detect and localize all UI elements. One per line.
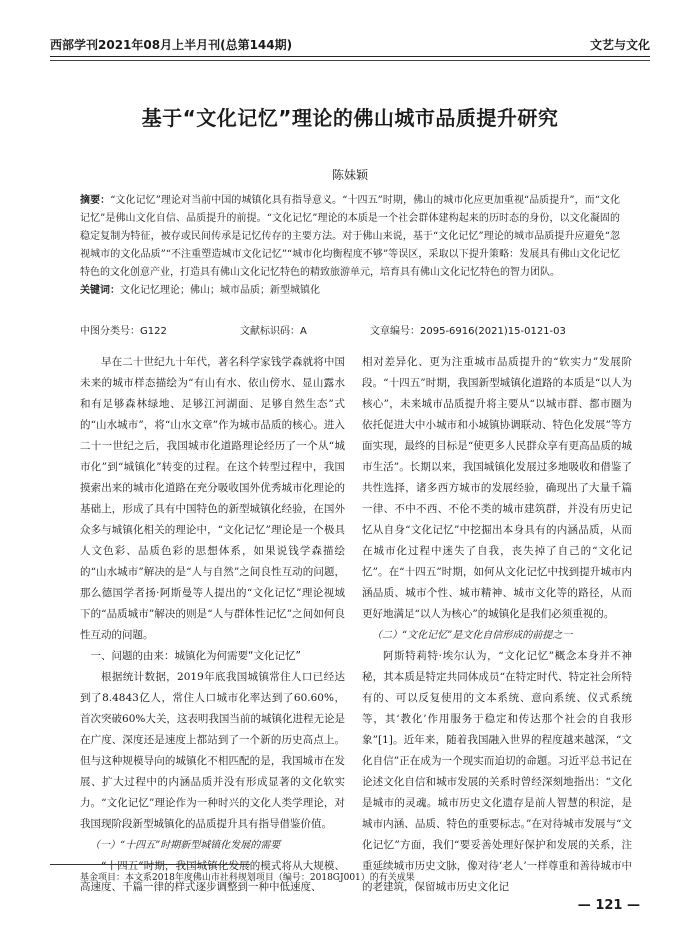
section-label: 文艺与文化 — [589, 38, 650, 52]
footnote-rule — [50, 864, 250, 865]
page-number: — 121 — — [577, 898, 640, 913]
paragraph: 阿斯特莉特·埃尔认为，“文化记忆”概念本身并不神秘，其本质是特定共同体成员“在特定时代、特定社会所特有的、可以反复使用的文本系统、意向系统、仪式系统等，其‘教化’作用服务于稳定和传达那个社会的自我形象”[1]。近年来，随着我国融入世界的程度越来越深，“文化自信”正在成为一个现实而迫切的命题。习近平总书记在论述文化自信和城市发展的关系时曾经深刻地指出：“文化是城市的灵魂。城市历史文化遗存是前人智慧的积淀，是城市内涵、品质、特色的重要标志。”在对待城市发展与“文化记忆”方面，我们“要妥善处理好保护和发展的关系，注重延续城市历史文脉，像对待‘老人’一样尊重和善待城市中的老建筑，保留城市历史文化记 — [362, 650, 632, 893]
journal-issue-label: 西部学刊2021年08月上半月刊(总第144期) — [50, 38, 293, 52]
section-heading: 一、问题的由来：城镇化为何需要“文化记忆” — [90, 650, 301, 662]
paragraph: 早在二十世纪九十年代，著名科学家钱学森就将中国未来的城市样态描绘为“有山有水、依山傍水、显山露水和有足够森林绿地、足够江河湖面、足够自然生态”式的“山水城市”，将“山水文章”作为城市品质的核心。进入二十一世纪之后，我国城市化道路理论经历了一个从“城市化”到“城镇化”转变的过程。在这个转型过程中，我国摸索出来的城市化道路在充分吸收国外优秀城市化理论的基础上，形成了具有中国特色的新型城镇化经验，在国外众多与城镇化相关的理论中，“文化记忆”理论是一个极具人文色彩、品质色彩的思想体系，如果说钱学森描绘的“山水城市”解决的是“人与自然”之间良性互动的问题，那么德国学者扬·阿斯曼等人提出的“文化记忆”理论视域下的“品质城市”解决的则是“人与群体性记忆”之间如何良性互动的问题。 — [80, 356, 345, 641]
abstract-text: “文化记忆”理论对当前中国的城镇化具有指导意义。“十四五”时期，佛山的城市化应更加重视“品质提升”，而“文化记忆”是佛山文化自信、品质提升的前提。“文化记忆”理论的本质是一个社会群体建构起来的历时态的身份，以文化凝固的稳定复制为特征，被存或民间传承是记忆传存的主要方法。对于佛山来说，基于“文化记忆”理论的城市品质提升应避免“忽视城市的文化品质”“不注重塑造城市文化记忆”“城市化均衡程度不够”等误区，采取以下提升策略：发展具有佛山文化记忆特色的文化创意产业，打造具有佛山文化记忆特色的精致旅游单元，培育具有佛山文化记忆特色的智力团队。 — [80, 195, 620, 278]
subsection-heading: （一）“十四五”时期新型城镇化发展的需要 — [90, 840, 281, 851]
funding-footnote: 基金项目：本文系2018年度佛山市社科规划项目（编号：2018GJ001）的有关成果 — [80, 873, 415, 883]
clc-number: 中图分类号：G122 — [80, 326, 167, 337]
subsection-heading: （二）“文化记忆”是文化自信形成的前提之一 — [372, 630, 573, 641]
left-column — [80, 352, 345, 898]
keywords-label: 关键词： — [80, 285, 120, 296]
article-title: 基于“文化记忆”理论的佛山城市品质提升研究 — [141, 106, 559, 130]
keywords — [80, 282, 620, 300]
abstract-label: 摘要： — [80, 195, 111, 206]
keywords-text: 文化记忆理论；佛山；城市品质；新型城镇化 — [120, 285, 320, 296]
paragraph: “十四五”时期，我国城镇化发展的模式将从大规模、高速度、千篇一律的样式逐步调整到一种中低速度、 — [80, 860, 345, 893]
header-rule-thick — [50, 56, 650, 57]
paragraph: 相对差异化、更为注重城市品质提升的“软实力”发展阶段。“十四五”时期，我国新型城镇化道路的本质是“以人为核心”，未来城市品质提升将主要从“以城市群、都市圈为依托促进大中小城市和小城镇协调联动、特色化发展”等方面实现，最终的目标是“使更多人民群众享有更高品质的城市生活”。长期以来，我国城镇化发展过多地吸收和借鉴了共性选择，诸多西方城市的发展经验，确现出了大量千篇一律、不中不西、不伦不类的城市建筑群，并没有历史记忆从自身“文化记忆”中挖掘出本身具有的内涵品质，从而在城市化过程中迷失了自我，丧失掉了自己的“文化记忆”。在“十四五”时期，如何从文化记忆中找到提升城市内涵品质、城市个性、城市精神、城市文化等的路径，从而更好地满足“以人为核心”的城镇化是我们必须重视的。 — [362, 356, 632, 620]
author-name: 陈妹颖 — [331, 168, 368, 182]
right-column — [362, 352, 632, 898]
document-code: 文献标识码：A — [240, 326, 307, 337]
abstract-block — [80, 192, 620, 300]
paragraph: 根据统计数据，2019年底我国城镇常住人口已经达到了8.4843亿人，常住人口城市化率达到了60.60%，首次突破60%大关，这表明我国当前的城镇化进程无论是在广度、深度还是速度上都站到了一个新的历史高点上。但与这种规模导向的城镇化不相匹配的是，我国城市在发展、扩大过程中的内涵品质并没有形成显著的文化软实力。“文化记忆”理论作为一种时兴的文化人类学理论，对我国现阶段新型城镇化的品质提升具有指导借鉴价值。 — [80, 671, 345, 830]
article-number: 文章编号：2095-6916(2021)15-0121-03 — [370, 326, 566, 337]
running-header — [50, 34, 650, 56]
header-rule-thin — [50, 60, 650, 61]
abstract — [80, 192, 620, 282]
